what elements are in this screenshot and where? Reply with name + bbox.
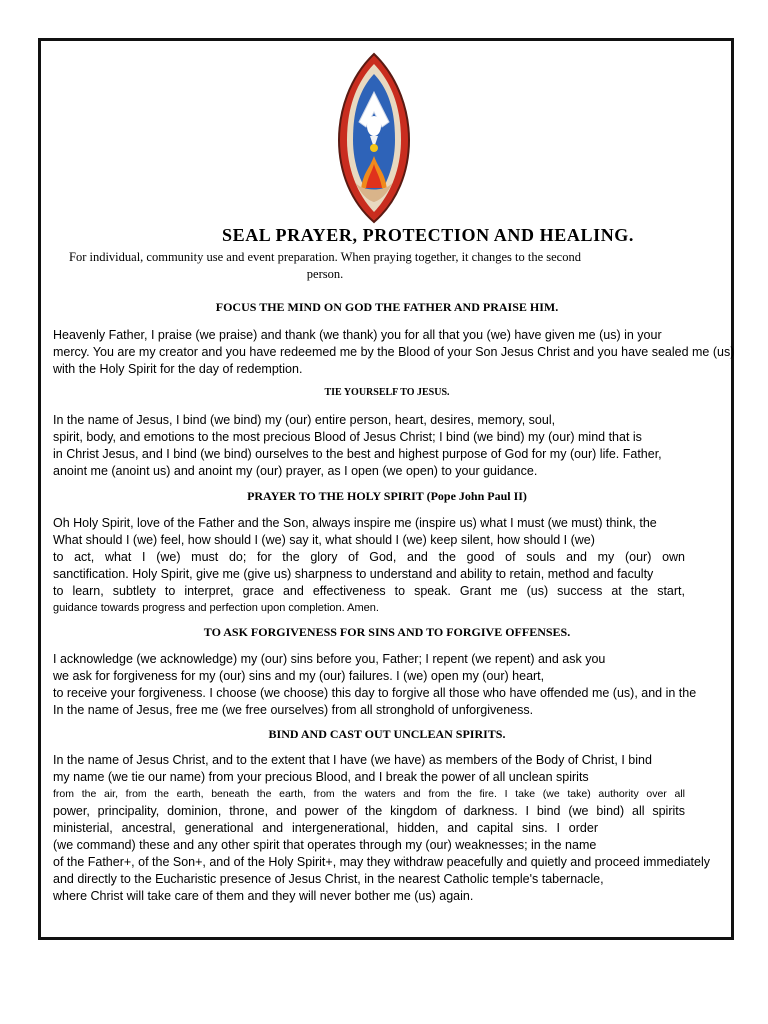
section-heading-bind: BIND AND CAST OUT UNCLEAN SPIRITS. (268, 727, 506, 741)
text-line: to learn, subtlety to interpret, grace and effectiveness to speak. Grant me (us) success at the start, (53, 584, 685, 598)
document-subtitle: For individual, community use and event preparation. When praying together, it changes to the second person. (69, 250, 581, 281)
text-line: I acknowledge (we acknowledge) my (our) sins before you, Father; I repent (we repent) and ask you (53, 652, 606, 666)
text-line: anoint me (anoint us) and anoint my (our) prayer, as I open (we open) to your guidance. (53, 464, 538, 478)
text-line: to act, what I (we) must do; for the glory of God, and the good of souls and my (our) own (53, 550, 685, 564)
text-line: power, principality, dominion, throne, and power of the kingdom of darkness. I bind (we bind) all spirits (53, 804, 685, 818)
text-line: with the Holy Spirit for the day of redemption. (53, 362, 303, 376)
text-line: In the name of Jesus, free me (we free ourselves) from all stronghold of unforgiveness. (53, 703, 534, 717)
section-body-bind (53, 752, 768, 905)
section-heading-forgiveness: TO ASK FORGIVENESS FOR SINS AND TO FORGIVE OFFENSES. (203, 625, 571, 639)
section-body-forgiveness (53, 651, 768, 719)
section-heading-praise: FOCUS THE MIND ON GOD THE FATHER AND PRAISE HIM. (215, 300, 559, 314)
text-line: In the name of Jesus, I bind (we bind) my (our) entire person, heart, desires, memory, soul, (53, 413, 556, 427)
text-line: my name (we tie our name) from your precious Blood, and I break the power of all unclean spirits (53, 770, 589, 784)
text-line: and directly to the Eucharistic presence of Jesus Christ, in the nearest Catholic temple's tabernacle, (53, 872, 604, 886)
text-line: spirit, body, and emotions to the most precious Blood of Jesus Christ; I bind (we bind) my (our) mind that is (53, 430, 642, 444)
text-line: sanctification. Holy Spirit, give me (give us) sharpness to understand and ability to retain, method and faculty (53, 567, 654, 581)
text-line: Oh Holy Spirit, love of the Father and the Son, always inspire me (inspire us) what I must (we must) think, the (53, 516, 657, 530)
text-line: (we command) these and any other spirit that operates through my (our) weaknesses; in the name (53, 838, 597, 852)
section-heading-holy-spirit: PRAYER TO THE HOLY SPIRIT (Pope John Paul II) (247, 489, 527, 503)
section-heading-tie: TIE YOURSELF TO JESUS. (324, 387, 450, 398)
text-line: to receive your forgiveness. I choose (we choose) this day to forgive all those who have offended me (us), and in the (53, 686, 697, 700)
section-body-tie (53, 412, 768, 480)
text-line: we ask for forgiveness for my (our) sins and my (our) failures. I (we) open my (our) heart, (53, 669, 545, 683)
section-body-holy-spirit (53, 515, 768, 617)
document-title: SEAL PRAYER, PROTECTION AND HEALING. (221, 225, 634, 245)
text-line: What should I (we) feel, how should I (we) say it, what should I (we) keep silent, how should I (we) (53, 533, 595, 547)
text-line: where Christ will take care of them and they will never bother me (us) again. (53, 889, 474, 903)
text-line: of the Father+, of the Son+, and of the Holy Spirit+, may they withdraw peacefully and quietly and proceed immediately (53, 855, 710, 869)
text-line: guidance towards progress and perfection upon completion. Amen. (53, 602, 379, 614)
text-line: In the name of Jesus Christ, and to the extent that I have (we have) as members of the Body of Christ, I bind (53, 753, 652, 767)
text-line: mercy. You are my creator and you have redeemed me by the Blood of your Son Jesus Christ and you have sealed me (us) (53, 345, 735, 359)
holy-spirit-dove-emblem (337, 52, 411, 224)
section-body-praise (53, 327, 768, 378)
text-line: in Christ Jesus, and I bind (we bind) ourselves to the best and highest purpose of God for my (our) life. Father, (53, 447, 662, 461)
text-line: from the air, from the earth, beneath the earth, from the waters and from the fire. I take (we take) authority over all (53, 788, 685, 800)
text-line: Heavenly Father, I praise (we praise) and thank (we thank) you for all that you (we) have given me (us) in your (53, 328, 662, 342)
text-line: ministerial, ancestral, generational and intergenerational, hidden, and capital sins. I order (53, 821, 598, 835)
